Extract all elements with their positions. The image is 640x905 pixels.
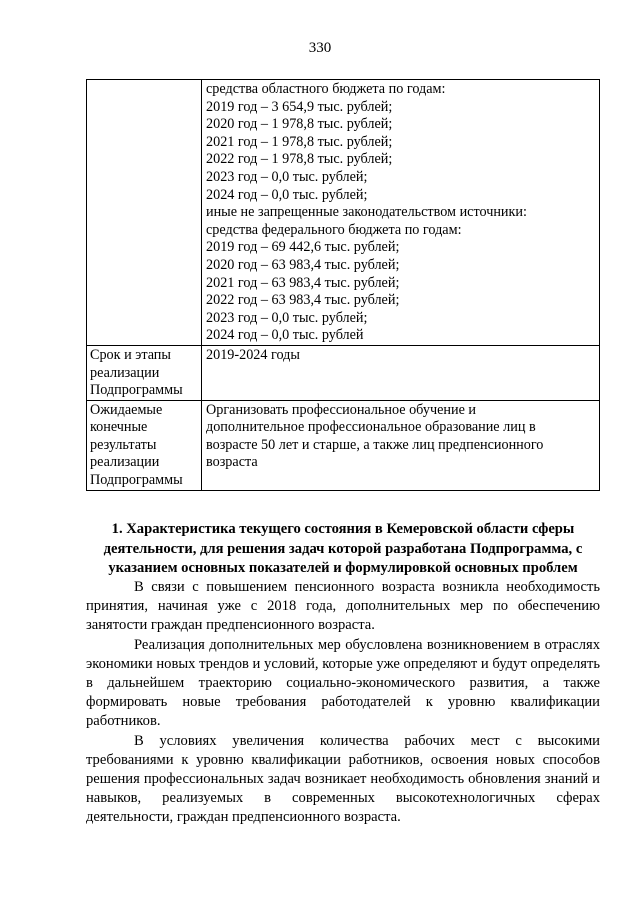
results-value-line: возраста <box>206 454 258 471</box>
funding-label-cell <box>87 80 202 346</box>
period-label-cell <box>87 345 202 400</box>
results-value-cell <box>202 400 600 490</box>
funding-line: 2021 год – 1 978,8 тыс. рублей; <box>206 133 393 150</box>
period-label-line: Подпрограммы <box>90 382 183 399</box>
section-heading <box>86 520 600 579</box>
results-label-line: Подпрограммы <box>90 472 183 489</box>
body-paragraph: В связи с повышением пенсионного возраста возникла необходимость принятия, начиная уже с 2018 года, дополнительных мер по обеспечению занятости граждан предпенсионного возраста. <box>86 579 600 634</box>
results-label-line: реализации <box>90 454 160 471</box>
page-number: 330 <box>308 40 332 56</box>
funding-line: 2019 год – 3 654,9 тыс. рублей; <box>206 98 393 115</box>
section-body <box>86 578 600 828</box>
funding-line: 2020 год – 1 978,8 тыс. рублей; <box>206 116 393 133</box>
funding-line: иные не запрещенные законодательством источники: <box>206 204 527 221</box>
results-value-line: дополнительное профессиональное образование лиц в <box>206 419 536 436</box>
table-row-period <box>87 345 600 400</box>
funding-line: 2024 год – 0,0 тыс. рублей <box>206 327 364 344</box>
body-paragraph: В условиях увеличения количества рабочих мест с высокими требованиями к уровню квалификации работников, освоения новых способов решения профессиональных задач возникает необходимость обновления знаний и навыков, реализуемых в современных высокотехнологичных сферах деятельности, граждан предпенсионного возраста. <box>86 732 600 826</box>
funding-line: 2023 год – 0,0 тыс. рублей; <box>206 309 368 326</box>
table-row-results <box>87 400 600 490</box>
body-paragraph: Реализация дополнительных мер обусловлена возникновением в отраслях экономики новых трендов и условий, которые уже определяют и будут определять в дальнейшем траекторию социально-экономического развития, а также формировать новые требования работодателей к уровню квалификации работников. <box>86 636 600 730</box>
funding-line: 2019 год – 69 442,6 тыс. рублей; <box>206 239 400 256</box>
funding-line: 2023 год – 0,0 тыс. рублей; <box>206 168 368 185</box>
period-value: 2019-2024 годы <box>206 346 300 363</box>
section-heading-line: указанием основных показателей и формулировкой основных проблем <box>108 560 578 576</box>
funding-line: 2022 год – 63 983,4 тыс. рублей; <box>206 292 400 309</box>
results-label-cell <box>87 400 202 490</box>
funding-line: 2024 год – 0,0 тыс. рублей; <box>206 186 368 203</box>
section-heading-line: деятельности, для решения задач которой разработана Подпрограмма, с <box>103 540 583 557</box>
funding-line: средства областного бюджета по годам: <box>206 81 446 97</box>
period-value-cell <box>202 345 600 400</box>
funding-line: 2022 год – 1 978,8 тыс. рублей; <box>206 151 393 168</box>
results-value-line: возрасте 50 лет и старше, а также лиц предпенсионного <box>206 436 544 453</box>
subprogram-passport-table <box>86 79 600 491</box>
results-value-line: Организовать профессиональное обучение и <box>206 401 477 418</box>
period-label-line: реализации <box>90 364 160 381</box>
funding-line: средства федерального бюджета по годам: <box>206 221 462 238</box>
results-label-line: Ожидаемые <box>90 401 163 418</box>
table-row-funding <box>87 80 600 346</box>
results-label-line: конечные <box>90 419 148 436</box>
funding-line: 2020 год – 63 983,4 тыс. рублей; <box>206 256 400 273</box>
funding-value-cell <box>202 80 600 346</box>
funding-line: 2021 год – 63 983,4 тыс. рублей; <box>206 274 400 291</box>
results-label-line: результаты <box>90 436 157 453</box>
section-heading-line: 1. Характеристика текущего состояния в Кемеровской области сферы <box>111 521 575 537</box>
period-label-line: Срок и этапы <box>90 346 171 363</box>
